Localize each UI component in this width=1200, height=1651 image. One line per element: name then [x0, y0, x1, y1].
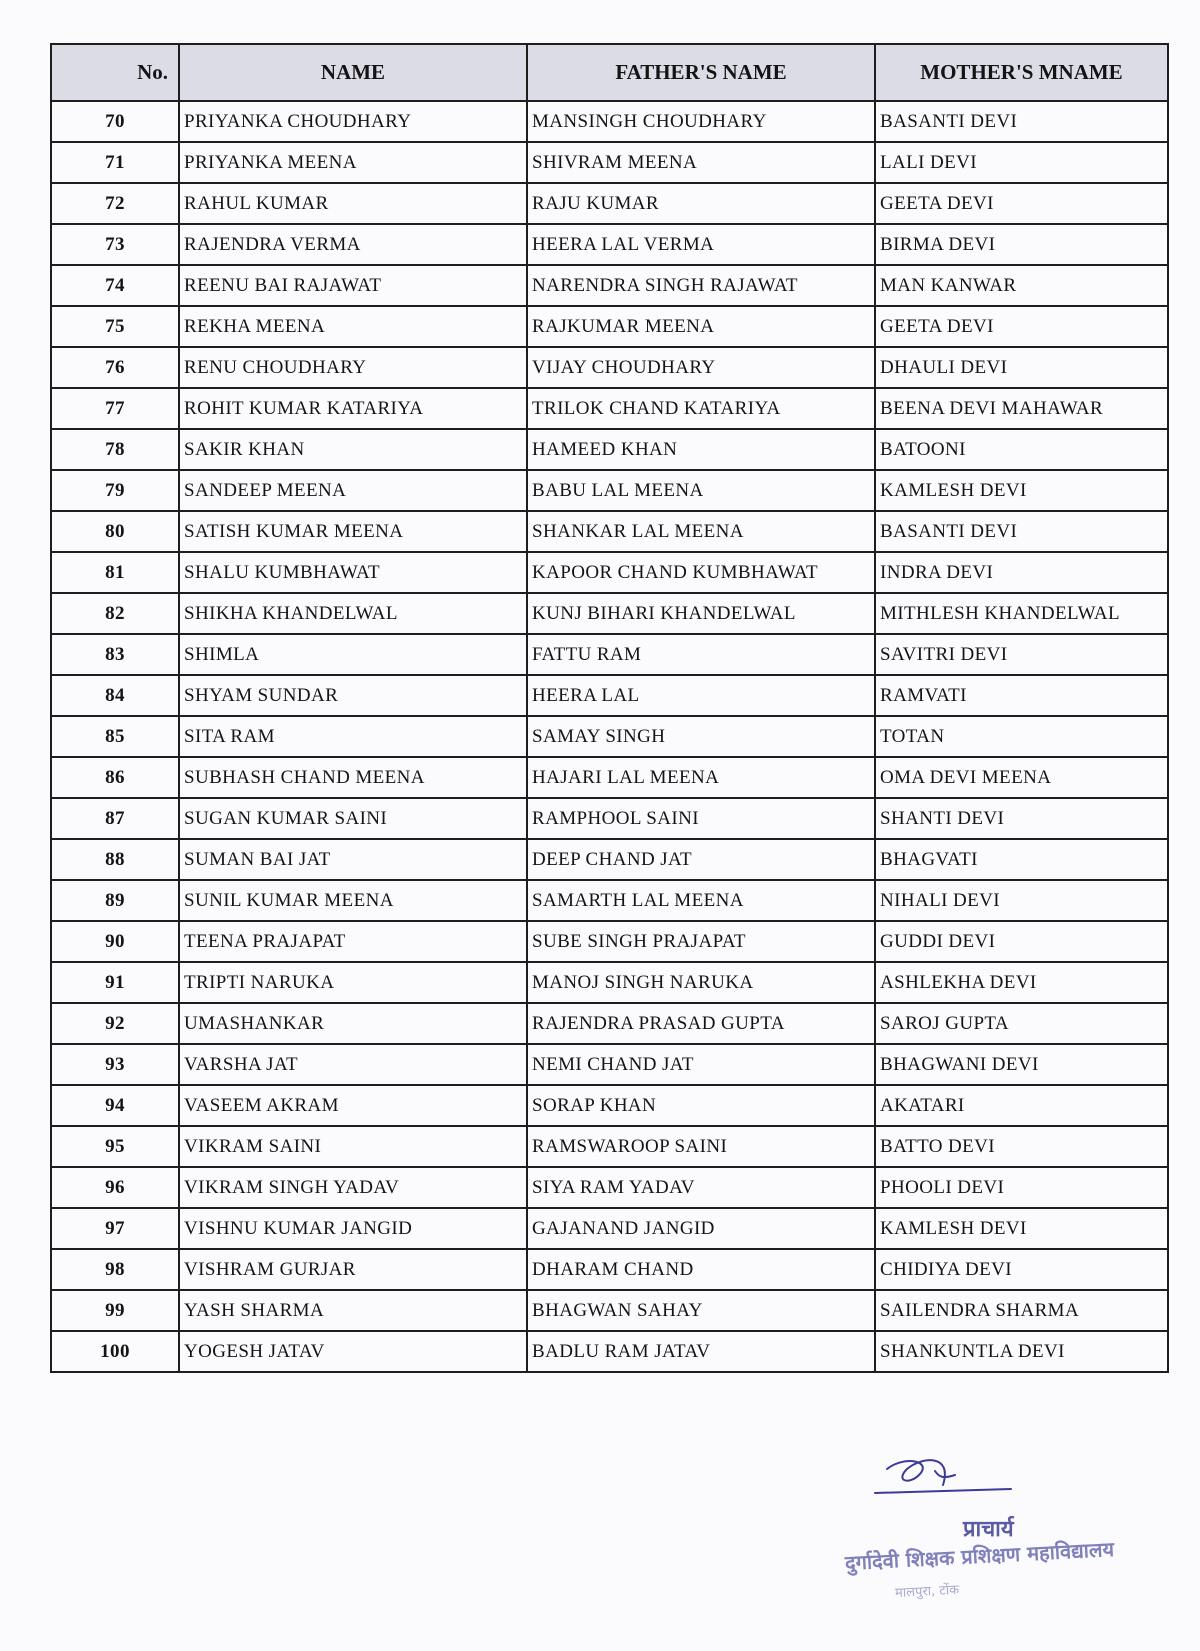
row-sno: 83: [51, 634, 179, 675]
row-father-name: BHAGWAN SAHAY: [527, 1290, 875, 1331]
row-name: YASH SHARMA: [179, 1290, 527, 1331]
row-father-name: TRILOK CHAND KATARIYA: [527, 388, 875, 429]
row-sno: 99: [51, 1290, 179, 1331]
row-father-name: SIYA RAM YADAV: [527, 1167, 875, 1208]
header-sno: No.: [51, 44, 179, 101]
row-mother-name: LALI DEVI: [875, 142, 1168, 183]
row-name: RENU CHOUDHARY: [179, 347, 527, 388]
row-mother-name: KAMLESH DEVI: [875, 470, 1168, 511]
row-father-name: HEERA LAL VERMA: [527, 224, 875, 265]
row-mother-name: BEENA DEVI MAHAWAR: [875, 388, 1168, 429]
table-body: [51, 101, 1168, 1372]
row-sno: 94: [51, 1085, 179, 1126]
row-mother-name: AKATARI: [875, 1085, 1168, 1126]
row-father-name: RAMSWAROOP SAINI: [527, 1126, 875, 1167]
stamp-college-name: दुर्गादेवी शिक्षक प्रशिक्षण महाविद्यालय: [844, 1536, 1115, 1575]
row-sno: 91: [51, 962, 179, 1003]
row-name: YOGESH JATAV: [179, 1331, 527, 1372]
row-name: TEENA PRAJAPAT: [179, 921, 527, 962]
row-father-name: SAMAY SINGH: [527, 716, 875, 757]
row-sno: 89: [51, 880, 179, 921]
row-sno: 88: [51, 839, 179, 880]
row-father-name: KAPOOR CHAND KUMBHAWAT: [527, 552, 875, 593]
table-row: [51, 1085, 1168, 1126]
row-father-name: HAMEED KHAN: [527, 429, 875, 470]
row-name: RAJENDRA VERMA: [179, 224, 527, 265]
row-sno: 71: [51, 142, 179, 183]
row-mother-name: BIRMA DEVI: [875, 224, 1168, 265]
principal-stamp: [835, 1455, 1135, 1625]
table-row: [51, 511, 1168, 552]
row-mother-name: TOTAN: [875, 716, 1168, 757]
table-row: [51, 470, 1168, 511]
row-mother-name: BHAGWANI DEVI: [875, 1044, 1168, 1085]
table-row: [51, 1044, 1168, 1085]
row-sno: 80: [51, 511, 179, 552]
row-sno: 95: [51, 1126, 179, 1167]
row-sno: 70: [51, 101, 179, 142]
row-sno: 86: [51, 757, 179, 798]
header-row: [51, 44, 1168, 101]
student-table: [50, 43, 1169, 1373]
row-sno: 76: [51, 347, 179, 388]
row-father-name: RAMPHOOL SAINI: [527, 798, 875, 839]
row-mother-name: NIHALI DEVI: [875, 880, 1168, 921]
row-father-name: NEMI CHAND JAT: [527, 1044, 875, 1085]
row-mother-name: SAILENDRA SHARMA: [875, 1290, 1168, 1331]
row-mother-name: SAROJ GUPTA: [875, 1003, 1168, 1044]
row-father-name: SHANKAR LAL MEENA: [527, 511, 875, 552]
row-sno: 85: [51, 716, 179, 757]
row-name: SAKIR KHAN: [179, 429, 527, 470]
row-father-name: FATTU RAM: [527, 634, 875, 675]
row-name: RAHUL KUMAR: [179, 183, 527, 224]
table-row: [51, 101, 1168, 142]
row-father-name: GAJANAND JANGID: [527, 1208, 875, 1249]
row-name: VARSHA JAT: [179, 1044, 527, 1085]
row-name: REKHA MEENA: [179, 306, 527, 347]
row-sno: 90: [51, 921, 179, 962]
table-header: [51, 44, 1168, 101]
row-sno: 72: [51, 183, 179, 224]
row-sno: 93: [51, 1044, 179, 1085]
row-name: SATISH KUMAR MEENA: [179, 511, 527, 552]
row-name: SHYAM SUNDAR: [179, 675, 527, 716]
row-name: SHALU KUMBHAWAT: [179, 552, 527, 593]
row-mother-name: BATOONI: [875, 429, 1168, 470]
row-sno: 81: [51, 552, 179, 593]
table-row: [51, 880, 1168, 921]
row-mother-name: PHOOLI DEVI: [875, 1167, 1168, 1208]
row-sno: 74: [51, 265, 179, 306]
row-father-name: HEERA LAL: [527, 675, 875, 716]
row-name: VISHNU KUMAR JANGID: [179, 1208, 527, 1249]
row-mother-name: BHAGVATI: [875, 839, 1168, 880]
row-name: VASEEM AKRAM: [179, 1085, 527, 1126]
table-row: [51, 675, 1168, 716]
row-sno: 100: [51, 1331, 179, 1372]
row-name: SUBHASH CHAND MEENA: [179, 757, 527, 798]
row-mother-name: GUDDI DEVI: [875, 921, 1168, 962]
row-sno: 96: [51, 1167, 179, 1208]
row-name: SUGAN KUMAR SAINI: [179, 798, 527, 839]
row-sno: 97: [51, 1208, 179, 1249]
row-mother-name: BATTO DEVI: [875, 1126, 1168, 1167]
row-father-name: MANOJ SINGH NARUKA: [527, 962, 875, 1003]
row-mother-name: ASHLEKHA DEVI: [875, 962, 1168, 1003]
row-name: SITA RAM: [179, 716, 527, 757]
table-row: [51, 1290, 1168, 1331]
row-sno: 82: [51, 593, 179, 634]
row-sno: 75: [51, 306, 179, 347]
row-name: PRIYANKA CHOUDHARY: [179, 101, 527, 142]
row-name: REENU BAI RAJAWAT: [179, 265, 527, 306]
row-father-name: BADLU RAM JATAV: [527, 1331, 875, 1372]
row-mother-name: CHIDIYA DEVI: [875, 1249, 1168, 1290]
row-father-name: DEEP CHAND JAT: [527, 839, 875, 880]
stamp-title: प्राचार्य: [963, 1517, 1014, 1542]
row-mother-name: MAN KANWAR: [875, 265, 1168, 306]
row-father-name: SUBE SINGH PRAJAPAT: [527, 921, 875, 962]
row-sno: 98: [51, 1249, 179, 1290]
row-name: SUNIL KUMAR MEENA: [179, 880, 527, 921]
row-mother-name: INDRA DEVI: [875, 552, 1168, 593]
row-name: SANDEEP MEENA: [179, 470, 527, 511]
table-row: [51, 1249, 1168, 1290]
row-father-name: KUNJ BIHARI KHANDELWAL: [527, 593, 875, 634]
table-row: [51, 552, 1168, 593]
table-row: [51, 757, 1168, 798]
stamp-location: मालपुरा, टोंक: [894, 1582, 960, 1601]
row-sno: 84: [51, 675, 179, 716]
row-name: SHIMLA: [179, 634, 527, 675]
row-name: SUMAN BAI JAT: [179, 839, 527, 880]
row-father-name: MANSINGH CHOUDHARY: [527, 101, 875, 142]
table-row: [51, 142, 1168, 183]
row-father-name: DHARAM CHAND: [527, 1249, 875, 1290]
row-mother-name: BASANTI DEVI: [875, 511, 1168, 552]
table-row: [51, 347, 1168, 388]
row-mother-name: MITHLESH KHANDELWAL: [875, 593, 1168, 634]
row-mother-name: DHAULI DEVI: [875, 347, 1168, 388]
row-sno: 92: [51, 1003, 179, 1044]
table-row: [51, 265, 1168, 306]
table-row: [51, 1003, 1168, 1044]
row-mother-name: SAVITRI DEVI: [875, 634, 1168, 675]
row-name: ROHIT KUMAR KATARIYA: [179, 388, 527, 429]
table-row: [51, 1208, 1168, 1249]
row-father-name: SAMARTH LAL MEENA: [527, 880, 875, 921]
row-father-name: BABU LAL MEENA: [527, 470, 875, 511]
table-row: [51, 593, 1168, 634]
header-name: NAME: [179, 44, 527, 101]
row-mother-name: KAMLESH DEVI: [875, 1208, 1168, 1249]
table-row: [51, 634, 1168, 675]
row-father-name: NARENDRA SINGH RAJAWAT: [527, 265, 875, 306]
row-mother-name: BASANTI DEVI: [875, 101, 1168, 142]
table-row: [51, 183, 1168, 224]
row-father-name: SORAP KHAN: [527, 1085, 875, 1126]
row-father-name: RAJENDRA PRASAD GUPTA: [527, 1003, 875, 1044]
row-name: UMASHANKAR: [179, 1003, 527, 1044]
table-row: [51, 962, 1168, 1003]
table-row: [51, 1126, 1168, 1167]
table-row: [51, 716, 1168, 757]
table-row: [51, 224, 1168, 265]
row-mother-name: SHANKUNTLA DEVI: [875, 1331, 1168, 1372]
row-mother-name: GEETA DEVI: [875, 183, 1168, 224]
table-row: [51, 921, 1168, 962]
row-sno: 87: [51, 798, 179, 839]
row-father-name: RAJU KUMAR: [527, 183, 875, 224]
row-name: VISHRAM GURJAR: [179, 1249, 527, 1290]
row-sno: 73: [51, 224, 179, 265]
header-mother: MOTHER'S MNAME: [875, 44, 1168, 101]
row-father-name: HAJARI LAL MEENA: [527, 757, 875, 798]
table-row: [51, 388, 1168, 429]
row-sno: 78: [51, 429, 179, 470]
row-name: SHIKHA KHANDELWAL: [179, 593, 527, 634]
row-mother-name: OMA DEVI MEENA: [875, 757, 1168, 798]
row-mother-name: GEETA DEVI: [875, 306, 1168, 347]
row-name: PRIYANKA MEENA: [179, 142, 527, 183]
table-row: [51, 306, 1168, 347]
row-mother-name: SHANTI DEVI: [875, 798, 1168, 839]
table-row: [51, 1167, 1168, 1208]
row-father-name: RAJKUMAR MEENA: [527, 306, 875, 347]
row-name: TRIPTI NARUKA: [179, 962, 527, 1003]
header-father: FATHER'S NAME: [527, 44, 875, 101]
row-father-name: VIJAY CHOUDHARY: [527, 347, 875, 388]
table-row: [51, 429, 1168, 470]
row-sno: 79: [51, 470, 179, 511]
row-name: VIKRAM SINGH YADAV: [179, 1167, 527, 1208]
row-mother-name: RAMVATI: [875, 675, 1168, 716]
table-row: [51, 839, 1168, 880]
row-father-name: SHIVRAM MEENA: [527, 142, 875, 183]
row-sno: 77: [51, 388, 179, 429]
row-name: VIKRAM SAINI: [179, 1126, 527, 1167]
table-row: [51, 798, 1168, 839]
table-row: [51, 1331, 1168, 1372]
